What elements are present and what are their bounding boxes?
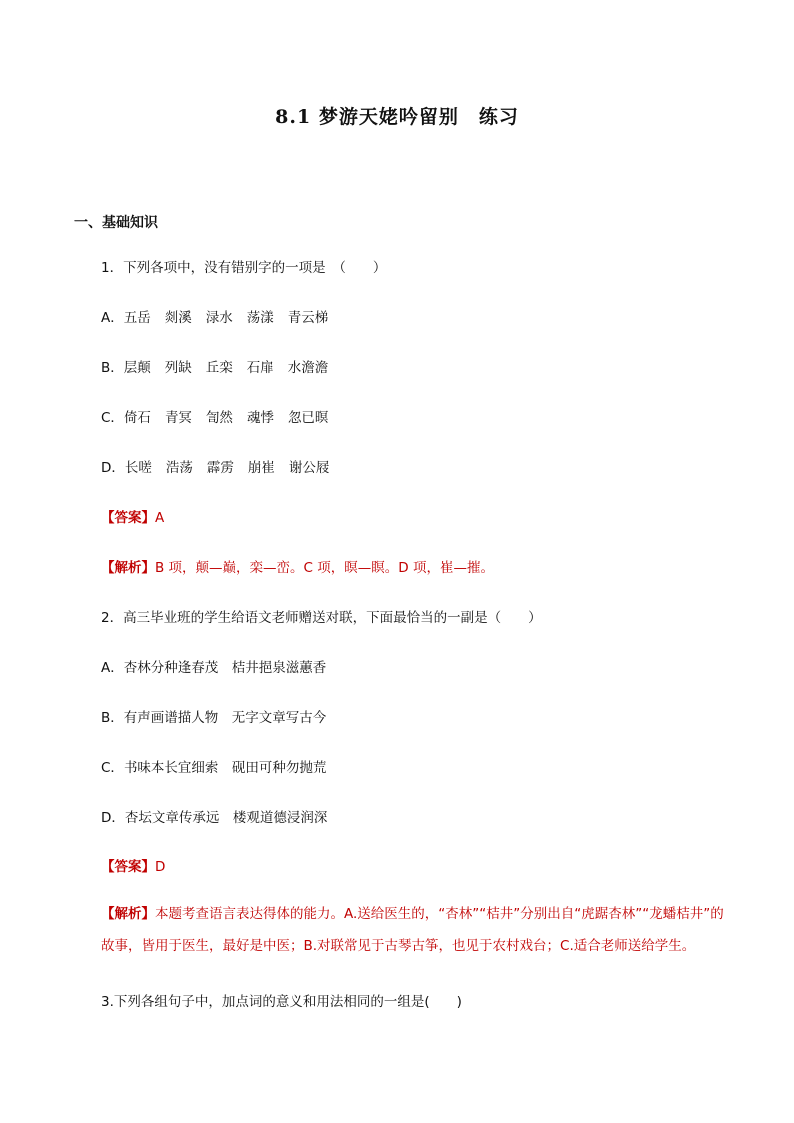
option-word: 霹雳 bbox=[206, 460, 234, 476]
analysis-tag: 【解析】 bbox=[101, 906, 155, 922]
option-word: 谢公屐 bbox=[288, 460, 330, 476]
option-text: 有声画谱描人物 无字文章写古今 bbox=[123, 710, 327, 726]
option-word: 魂悸 bbox=[246, 410, 274, 426]
analysis-text: B 项，颠—巅，栾—峦。C 项，暝—瞑。D 项，崔—摧。 bbox=[155, 560, 494, 576]
section-heading: 一、基础知识 bbox=[74, 215, 158, 231]
option-word: 訇然 bbox=[205, 410, 233, 426]
option-label: A． bbox=[101, 310, 124, 326]
question-1-answer bbox=[101, 506, 164, 526]
analysis-text: 本题考查语言表达得体的能力。A.送给医生的，“杏林”“桔井”分别出自“虎踞杏林”“龙蟠桔井”的故事，皆用于医生，最好是中医；B.对联常见于古琴古筝，也见于农村戏台；C.适合老师送给学生。 bbox=[101, 906, 724, 954]
option-word: 石扉 bbox=[246, 360, 274, 376]
question-1-option-b bbox=[101, 356, 328, 376]
question-2-option-d bbox=[101, 806, 327, 826]
option-word: 五岳 bbox=[123, 310, 151, 326]
option-label: B． bbox=[101, 710, 124, 726]
answer-value: D bbox=[155, 859, 166, 875]
question-1-analysis bbox=[101, 556, 494, 576]
option-word: 列缺 bbox=[164, 360, 192, 376]
option-word: 荡漾 bbox=[246, 310, 274, 326]
option-word: 长嗟 bbox=[124, 460, 152, 476]
question-2-analysis bbox=[74, 898, 734, 962]
question-2-option-a bbox=[101, 656, 326, 676]
question-3-stem: 3.下列各组句子中，加点词的意义和用法相同的一组是( ) bbox=[101, 994, 462, 1010]
option-word: 层颠 bbox=[123, 360, 151, 376]
option-label: C． bbox=[101, 410, 124, 426]
option-word: 丘栾 bbox=[205, 360, 233, 376]
option-word: 青冥 bbox=[164, 410, 192, 426]
question-2-option-b bbox=[101, 706, 326, 726]
option-label: C． bbox=[101, 760, 124, 776]
page-title: 8.1 梦游天姥吟留别 练习 bbox=[275, 106, 519, 128]
option-word: 忽已暝 bbox=[287, 410, 329, 426]
answer-tag: 【答案】 bbox=[101, 510, 155, 526]
option-label: B． bbox=[101, 360, 124, 376]
option-text: 杏林分种逢春茂 桔井挹泉滋蕙香 bbox=[123, 660, 327, 676]
question-1-option-c bbox=[101, 406, 328, 426]
option-word: 水澹澹 bbox=[287, 360, 329, 376]
option-label: D． bbox=[101, 810, 125, 826]
question-1-option-d bbox=[101, 456, 329, 476]
option-label: D． bbox=[101, 460, 125, 476]
question-1-stem: 1．下列各项中，没有错别字的一项是 （ ） bbox=[101, 260, 387, 276]
option-word: 崩崔 bbox=[247, 460, 275, 476]
answer-value: A bbox=[155, 510, 165, 526]
option-text: 杏坛文章传承远 楼观道德浸润深 bbox=[124, 810, 328, 826]
question-1-option-a bbox=[101, 306, 328, 326]
option-word: 倚石 bbox=[123, 410, 151, 426]
analysis-tag: 【解析】 bbox=[101, 560, 155, 576]
question-2-option-c bbox=[101, 756, 326, 776]
option-label: A． bbox=[101, 660, 124, 676]
option-word: 青云梯 bbox=[287, 310, 329, 326]
answer-tag: 【答案】 bbox=[101, 859, 155, 875]
option-text: 书味本长宜细索 砚田可种勿抛荒 bbox=[123, 760, 327, 776]
option-word: 渌水 bbox=[205, 310, 233, 326]
question-2-stem: 2．高三毕业班的学生给语文老师赠送对联，下面最恰当的一副是（ ） bbox=[101, 610, 542, 626]
question-2-answer bbox=[101, 855, 165, 875]
option-word: 剡溪 bbox=[164, 310, 192, 326]
option-word: 浩荡 bbox=[165, 460, 193, 476]
